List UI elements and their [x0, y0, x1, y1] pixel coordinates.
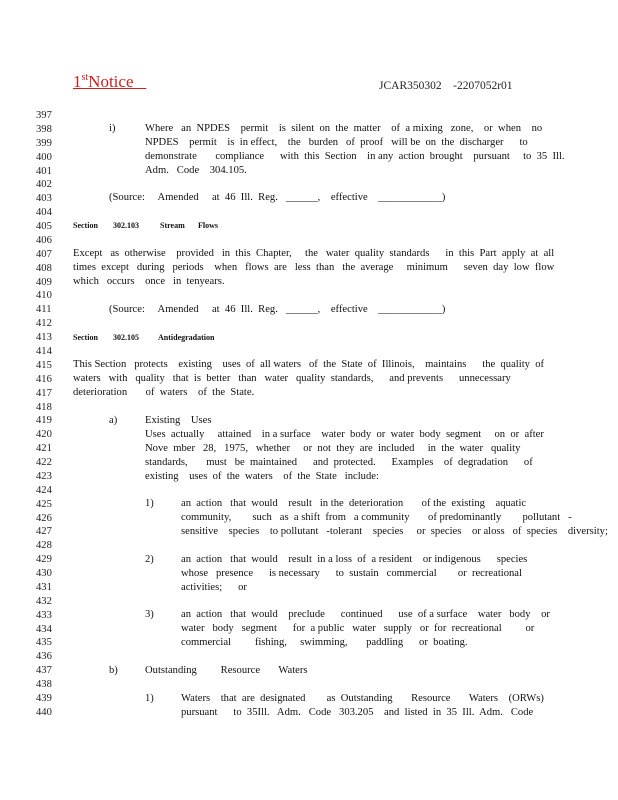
text-line: deterioration of waters of the State. [73, 387, 255, 398]
line-number: 417 [36, 387, 52, 399]
text-line: an action that would preclude continued use of a surface water body or [181, 609, 550, 620]
text-line: waters with quality that is better than water quality standards, and prevents unnecessary [73, 373, 511, 384]
line-number: 440 [36, 706, 52, 718]
text-line: which occurs once in tenyears. [73, 276, 225, 287]
text-line: Nove mber 28, 1975, whether or not they are included in the water quality [145, 443, 521, 454]
section-label: Section [73, 221, 98, 230]
line-number: 406 [36, 234, 52, 246]
item-marker: a) [109, 415, 118, 426]
text-line: demonstrate compliance with this Section in any action brought pursuant to 35 Ill. [145, 151, 565, 162]
text-line: pursuant to 35Ill. Adm. Code 303.205 and listed in 35 Ill. Adm. Code [181, 707, 534, 718]
line-number: 423 [36, 470, 52, 482]
item-marker: 1) [145, 693, 154, 704]
line-number: 419 [36, 415, 52, 427]
line-number: 424 [36, 484, 52, 496]
item-marker: 2) [145, 554, 154, 565]
line-number: 435 [36, 637, 52, 649]
line-number: 426 [36, 512, 52, 524]
section-number: 302.103 [113, 221, 139, 230]
line-number: 399 [36, 137, 52, 149]
line-number: 408 [36, 262, 52, 274]
text-line: Adm. Code 304.105. [145, 165, 247, 176]
line-number: 407 [36, 248, 52, 260]
item-marker: i) [109, 123, 116, 134]
item-marker: 3) [145, 609, 154, 620]
line-number: 416 [36, 373, 52, 385]
text-line: NPDES permit is in effect, the burden of proof will be on the discharger to [145, 137, 528, 148]
line-number: 427 [36, 526, 52, 538]
line-number: 405 [36, 221, 52, 232]
line-number: 398 [36, 123, 52, 135]
document-id: JCAR350302 -2207052r01 [379, 80, 513, 92]
item-marker: 1) [145, 498, 154, 509]
line-number: 438 [36, 679, 52, 691]
line-number: 431 [36, 581, 52, 593]
section-title-word: Flows [198, 221, 218, 230]
line-number: 411 [36, 304, 52, 316]
line-number: 433 [36, 609, 52, 621]
line-number: 400 [36, 151, 52, 163]
text-line: whose presence is necessary to sustain commercial or recreational [181, 568, 522, 579]
text-line: Where an NPDES permit is silent on the matter of a mixing zone, or when no [145, 123, 543, 134]
text-line: existing uses of the waters of the State include: [145, 471, 379, 482]
line-number: 439 [36, 693, 52, 704]
line-number: 401 [36, 165, 52, 177]
line-number: 422 [36, 457, 52, 468]
line-number: 436 [36, 651, 52, 663]
section-number: 302.105 [113, 333, 139, 342]
line-number: 434 [36, 623, 52, 635]
line-number: 429 [36, 554, 52, 566]
text-line: commercial fishing, swimming, paddling or boating. [181, 637, 468, 648]
text-line: standards, must be maintained and protected. Examples of degradation of [145, 457, 533, 468]
line-number: 402 [36, 179, 52, 191]
source-note: (Source: Amended at 46 Ill. Reg. ______, effective ____________) [109, 304, 446, 315]
line-number: 404 [36, 207, 52, 219]
subsection-heading: Existing Uses [145, 415, 212, 426]
line-number: 412 [36, 318, 52, 330]
text-line: water body segment for a public water supply or for recreational or [181, 623, 535, 634]
section-title-word: Stream [160, 221, 185, 230]
line-number: 397 [36, 110, 52, 121]
source-note: (Source: Amended at 46 Ill. Reg. ______, effective ____________) [109, 192, 446, 203]
line-number: 430 [36, 568, 52, 579]
line-number: 403 [36, 193, 52, 205]
item-marker: b) [109, 665, 118, 676]
line-number: 410 [36, 290, 52, 302]
line-number: 432 [36, 595, 52, 607]
subsection-heading: Outstanding Resource Waters [145, 665, 308, 676]
text-line: Except as otherwise provided in this Chapter, the water quality standards in this Part apply at all [73, 248, 555, 259]
line-number: 413 [36, 332, 52, 344]
line-number: 418 [36, 401, 52, 413]
section-label: Section [73, 333, 98, 342]
line-number: 421 [36, 443, 52, 455]
line-number: 414 [36, 346, 52, 357]
text-line: times except during periods when flows are less than the average minimum seven day low flow [73, 262, 555, 273]
text-line: sensitive species to pollutant -tolerant species or species or aloss of species diversity; [181, 526, 608, 537]
line-number: 415 [36, 359, 52, 371]
line-number: 428 [36, 540, 52, 552]
line-number: 425 [36, 498, 52, 510]
text-line: an action that would result in the deterioration of the existing aquatic [181, 498, 527, 509]
line-number: 409 [36, 276, 52, 288]
text-line: community, such as a shift from a community of predominantly pollutant - [181, 512, 572, 523]
text-line: Uses actually attained in a surface water body or water body segment on or after [145, 429, 544, 440]
text-line: activities; or [181, 582, 247, 593]
line-number: 420 [36, 429, 52, 441]
text-line: This Section protects existing uses of all waters of the State of Illinois, maintains the quality of [73, 359, 545, 370]
line-number: 437 [36, 665, 52, 677]
notice-title: 1stNotice [73, 72, 134, 91]
text-line: an action that would result in a loss of a resident or indigenous species [181, 554, 528, 565]
section-title-word: Antidegradation [158, 333, 215, 342]
text-line: Waters that are designated as Outstanding Resource Waters (ORWs) [181, 693, 544, 704]
